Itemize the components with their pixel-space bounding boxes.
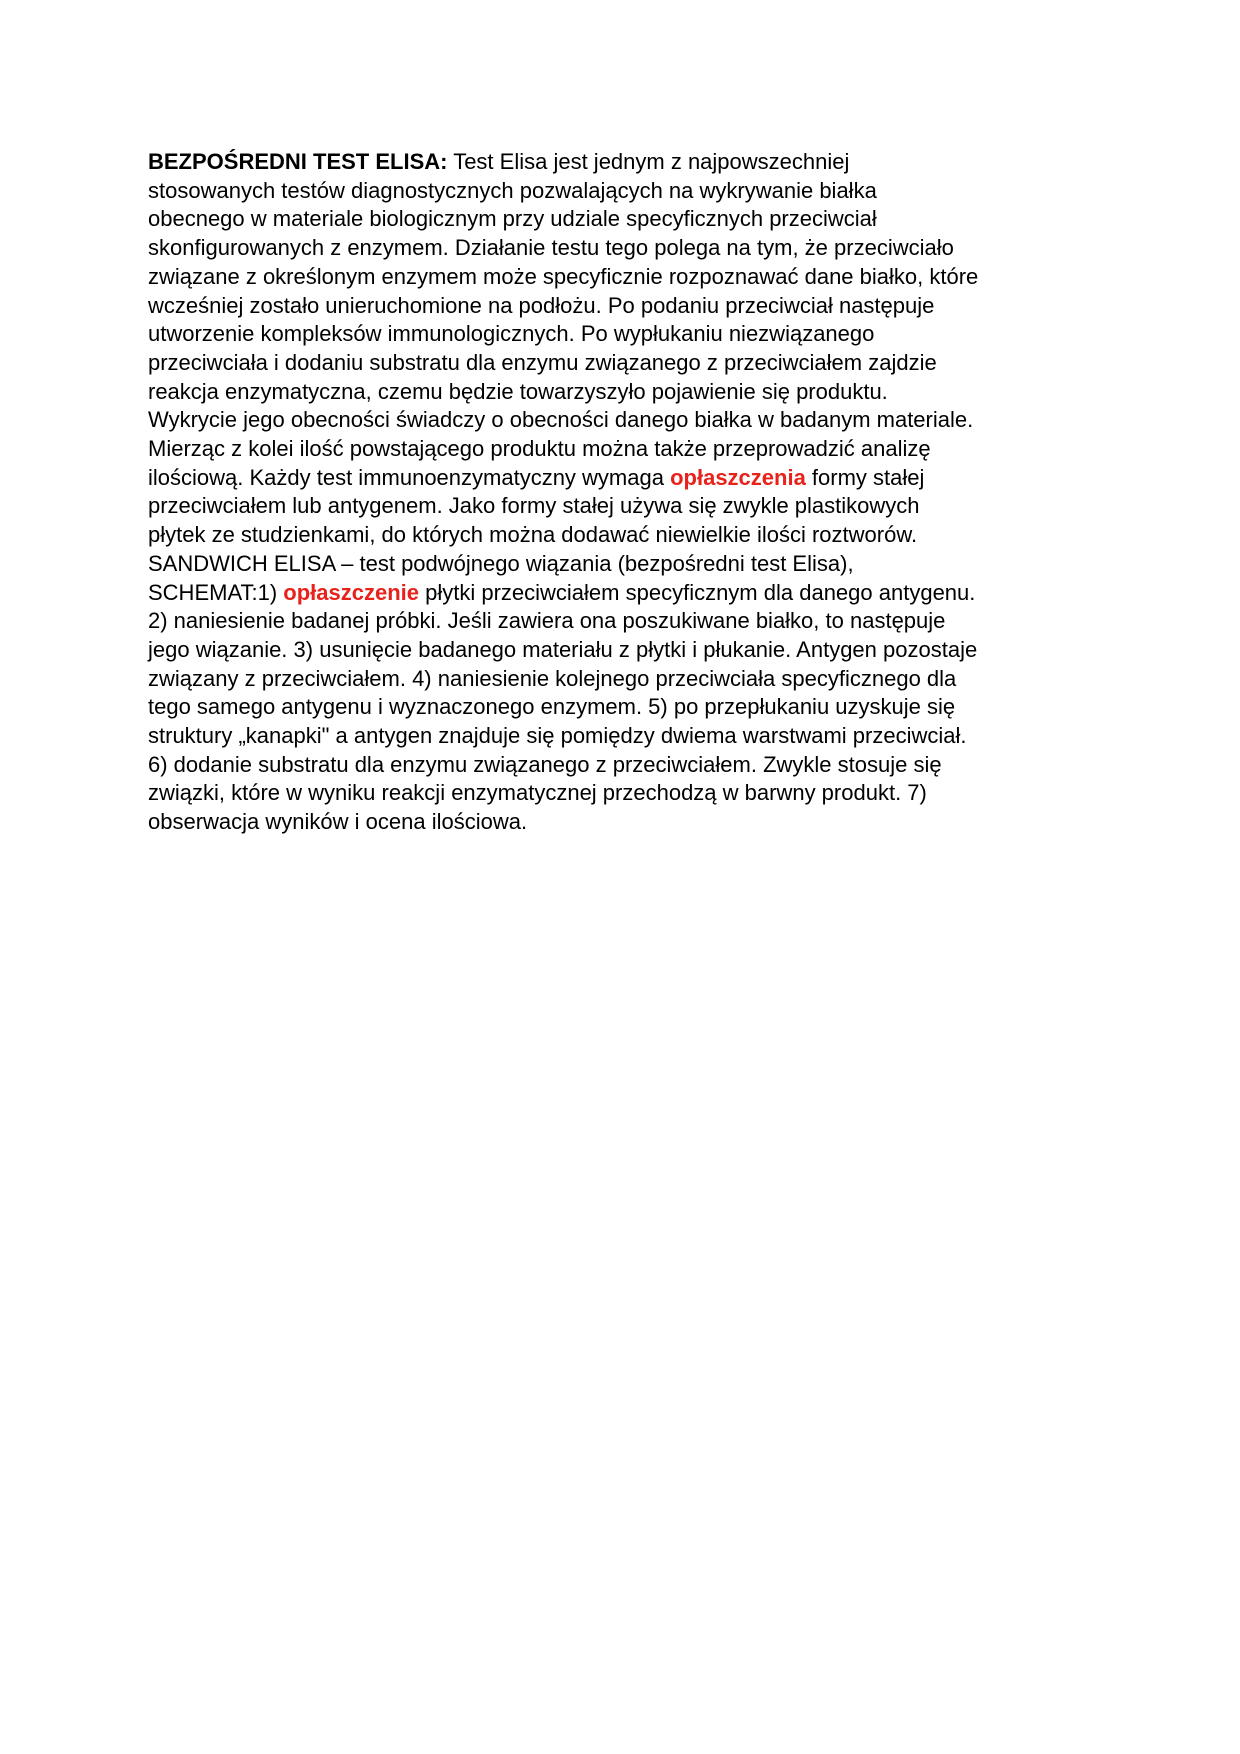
document-line (148, 779, 1108, 808)
document-line (148, 435, 1108, 464)
text-run: SCHEMAT:1) (148, 579, 284, 605)
text-run: jego wiązanie. 3) usunięcie badanego materiału z płytki i płukanie. Antygen pozostaje (148, 636, 978, 662)
text-run: struktury „kanapki" a antygen znajduje się pomiędzy dwiema warstwami przeciwciał. (148, 723, 967, 749)
text-run: Mierząc z kolei ilość powstającego produktu można także przeprowadzić analizę (148, 436, 931, 462)
text-run: przeciwciałem lub antygenem. Jako formy stałej używa się zwykle plastikowych (148, 493, 920, 519)
text-run: tego samego antygenu i wyznaczonego enzymem. 5) po przepłukaniu uzyskuje się (148, 694, 956, 720)
text-run: 6) dodanie substratu dla enzymu związanego z przeciwciałem. Zwykle stosuje się (148, 751, 942, 777)
document-line (148, 148, 1108, 177)
document-line (148, 607, 1108, 636)
document-line (148, 492, 1108, 521)
text-run: ilościową. Każdy test immunoenzymatyczny wymaga (148, 464, 671, 490)
document-line (148, 378, 1108, 407)
document-line (148, 521, 1108, 550)
text-run: obserwacja wyników i ocena ilościowa. (148, 809, 528, 835)
document-line (148, 665, 1108, 694)
text-run: SANDWICH ELISA – test podwójnego wiązania (bezpośredni test Elisa), (148, 550, 854, 576)
document-line (148, 636, 1108, 665)
document-line (148, 205, 1108, 234)
document-line (148, 693, 1108, 722)
document-line (148, 722, 1108, 751)
text-run: związki, które w wyniku reakcji enzymatycznej przechodzą w barwny produkt. 7) (148, 780, 927, 806)
document-line (148, 177, 1108, 206)
text-run: wcześniej zostało unieruchomione na podłożu. Po podaniu przeciwciał następuje (148, 292, 935, 318)
text-run: formy stałej (805, 464, 925, 490)
document-line (148, 579, 1108, 608)
document-line (148, 406, 1108, 435)
document-line (148, 320, 1108, 349)
document-line (148, 234, 1108, 263)
document-line (148, 292, 1108, 321)
text-run: obecnego w materiale biologicznym przy udziale specyficznych przeciwciał (148, 206, 877, 232)
text-run: Test Elisa jest jednym z najpowszechniej (447, 149, 850, 174)
text-run: skonfigurowanych z enzymem. Działanie testu tego polega na tym, że przeciwciało (148, 235, 954, 261)
text-run: 2) naniesienie badanej próbki. Jeśli zawiera ona poszukiwane białko, to następuje (148, 608, 946, 634)
text-run: związane z określonym enzymem może specyficznie rozpoznawać dane białko, które (148, 263, 979, 289)
document-line (148, 808, 1108, 837)
document-line (148, 751, 1108, 780)
document-line (148, 550, 1108, 579)
document-line (148, 263, 1108, 292)
text-run: płytek ze studzienkami, do których można dodawać niewielkie ilości roztworów. (148, 522, 918, 548)
text-run: płytki przeciwciałem specyficznym dla danego antygenu. (419, 579, 976, 605)
text-run: stosowanych testów diagnostycznych pozwalających na wykrywanie białka (148, 177, 877, 203)
text-run: związany z przeciwciałem. 4) naniesienie kolejnego przeciwciała specyficznego dla (148, 665, 957, 691)
highlighted-term: opłaszczenia (670, 464, 806, 490)
text-run: przeciwciała i dodaniu substratu dla enzymu związanego z przeciwciałem zajdzie (148, 349, 937, 375)
document-line (148, 464, 1108, 493)
text-run: utworzenie kompleksów immunologicznych. Po wypłukaniu niezwiązanego (148, 321, 875, 347)
text-run: reakcja enzymatyczna, czemu będzie towarzyszyło pojawienie się produktu. (148, 378, 888, 404)
text-run: Wykrycie jego obecności świadczy o obecności danego białka w badanym materiale. (148, 407, 974, 433)
document-heading: BEZPOŚREDNI TEST ELISA: (148, 149, 448, 174)
document-body (148, 148, 1108, 837)
highlighted-term: opłaszczenie (283, 579, 419, 605)
document-line (148, 349, 1108, 378)
